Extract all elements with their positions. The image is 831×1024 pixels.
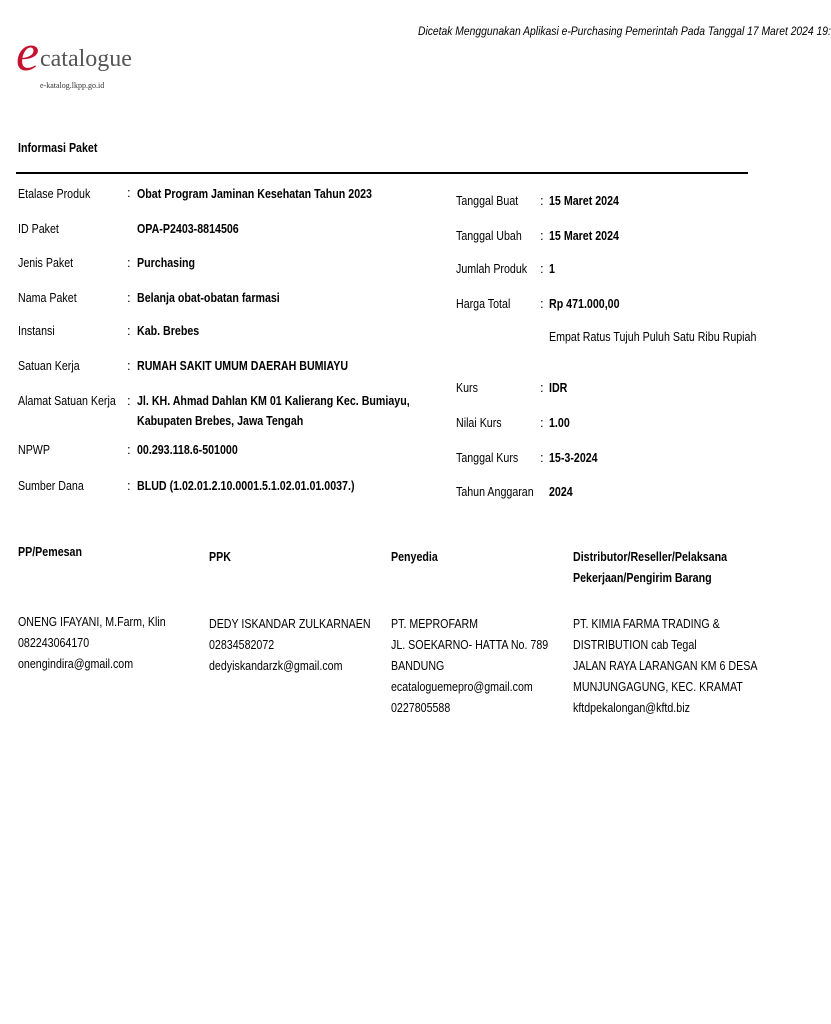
jumlah-produk-label: Jumlah Produk xyxy=(456,261,528,276)
tanggal-ubah-value: 15 Maret 2024 xyxy=(549,228,619,243)
logo-wordmark: catalogue xyxy=(40,46,132,72)
penyedia-address-line1: JL. SOEKARNO- HATTA No. 789 xyxy=(391,637,549,652)
harga-terbilang: Empat Ratus Tujuh Puluh Satu Ribu Rupiah xyxy=(549,329,757,344)
harga-total-value: Rp 471.000,00 xyxy=(549,296,620,311)
pemesan-email: onengindira@gmail.com xyxy=(18,656,134,671)
pemesan-phone: 082243064170 xyxy=(18,635,90,650)
jumlah-produk-colon: : xyxy=(540,261,544,276)
ecatalogue-logo xyxy=(14,25,132,94)
satuan-kerja-colon: : xyxy=(127,358,131,373)
kurs-value: IDR xyxy=(549,380,568,395)
id-paket-label: ID Paket xyxy=(18,221,59,236)
jenis-paket-colon: : xyxy=(127,255,131,270)
alamat-label: Alamat Satuan Kerja xyxy=(18,393,116,408)
ppk-name: DEDY ISKANDAR ZULKARNAEN xyxy=(209,616,371,631)
jenis-paket-value: Purchasing xyxy=(137,255,196,270)
print-timestamp-note: Dicetak Menggunakan Aplikasi e-Purchasing Pemerintah Pada Tanggal 17 Maret 2024 19: xyxy=(418,24,831,38)
pemesan-name: ONENG IFAYANI, M.Farm, Klin xyxy=(18,614,166,629)
tanggal-kurs-value: 15-3-2024 xyxy=(549,450,598,465)
instansi-value: Kab. Brebes xyxy=(137,323,200,338)
alamat-value-line1: Jl. KH. Ahmad Dahlan KM 01 Kalierang Kec. Bumiayu, xyxy=(137,393,410,408)
sumber-dana-value: BLUD (1.02.01.2.10.0001.5.1.02.01.01.0037.) xyxy=(137,478,355,493)
nilai-kurs-colon: : xyxy=(540,415,544,430)
satuan-kerja-value: RUMAH SAKIT UMUM DAERAH BUMIAYU xyxy=(137,358,349,373)
logo-url: e-katalog.lkpp.go.id xyxy=(40,81,105,90)
tanggal-buat-value: 15 Maret 2024 xyxy=(549,193,619,208)
penyedia-email: ecataloguemepro@gmail.com xyxy=(391,679,533,694)
sumber-dana-label: Sumber Dana xyxy=(18,478,84,493)
penyedia-details xyxy=(391,613,548,718)
instansi-label: Instansi xyxy=(18,323,55,338)
distributor-details xyxy=(573,613,757,718)
ppk-email: dedyiskandarzk@gmail.com xyxy=(209,658,343,673)
distributor-heading-line2: Pekerjaan/Pengirim Barang xyxy=(573,570,712,585)
tanggal-ubah-label: Tanggal Ubah xyxy=(456,228,522,243)
distributor-address-line1: JALAN RAYA LARANGAN KM 6 DESA xyxy=(573,658,758,673)
npwp-value: 00.293.118.6-501000 xyxy=(137,442,238,457)
harga-total-label: Harga Total xyxy=(456,296,511,311)
nilai-kurs-value: 1.00 xyxy=(549,415,570,430)
kurs-colon: : xyxy=(540,380,544,395)
tanggal-buat-label: Tanggal Buat xyxy=(456,193,519,208)
nama-paket-colon: : xyxy=(127,290,131,305)
etalase-label: Etalase Produk xyxy=(18,186,91,201)
sumber-dana-colon: : xyxy=(127,478,131,493)
satuan-kerja-label: Satuan Kerja xyxy=(18,358,80,373)
penyedia-heading: Penyedia xyxy=(391,549,438,564)
tanggal-ubah-colon: : xyxy=(540,228,544,243)
nama-paket-label: Nama Paket xyxy=(18,290,77,305)
npwp-label: NPWP xyxy=(18,442,50,457)
penyedia-name: PT. MEPROFARM xyxy=(391,616,479,631)
etalase-colon: : xyxy=(127,185,131,200)
pemesan-heading: PP/Pemesan xyxy=(18,544,82,559)
penyedia-phone: 0227805588 xyxy=(391,700,451,715)
alamat-colon: : xyxy=(127,393,131,408)
jenis-paket-label: Jenis Paket xyxy=(18,255,74,270)
ppk-heading: PPK xyxy=(209,549,231,564)
logo-letter-e: e xyxy=(16,25,40,82)
ppk-details xyxy=(209,613,371,676)
harga-total-colon: : xyxy=(540,296,544,311)
npwp-colon: : xyxy=(127,442,131,457)
tanggal-kurs-colon: : xyxy=(540,450,544,465)
distributor-name-line1: PT. KIMIA FARMA TRADING & xyxy=(573,616,720,631)
tanggal-buat-colon: : xyxy=(540,193,544,208)
distributor-heading-line1: Distributor/Reseller/Pelaksana xyxy=(573,549,728,564)
pemesan-details xyxy=(18,611,166,674)
id-paket-value: OPA-P2403-8814506 xyxy=(137,221,239,236)
penyedia-address-line2: BANDUNG xyxy=(391,658,445,673)
nama-paket-value: Belanja obat-obatan farmasi xyxy=(137,290,280,305)
kurs-label: Kurs xyxy=(456,380,478,395)
distributor-email: kftdpekalongan@kftd.biz xyxy=(573,700,690,715)
instansi-colon: : xyxy=(127,323,131,338)
jumlah-produk-value: 1 xyxy=(549,261,555,276)
alamat-value-line2: Kabupaten Brebes, Jawa Tengah xyxy=(137,413,304,428)
section-title: Informasi Paket xyxy=(18,140,98,155)
etalase-value: Obat Program Jaminan Kesehatan Tahun 2023 xyxy=(137,186,372,201)
ppk-phone: 02834582072 xyxy=(209,637,275,652)
tahun-anggaran-label: Tahun Anggaran xyxy=(456,484,534,499)
distributor-name-line2: DISTRIBUTION cab Tegal xyxy=(573,637,697,652)
tahun-anggaran-value: 2024 xyxy=(549,484,573,499)
tanggal-kurs-label: Tanggal Kurs xyxy=(456,450,519,465)
divider-line xyxy=(16,172,748,174)
nilai-kurs-label: Nilai Kurs xyxy=(456,415,502,430)
distributor-address-line2: MUNJUNGAGUNG, KEC. KRAMAT xyxy=(573,679,743,694)
